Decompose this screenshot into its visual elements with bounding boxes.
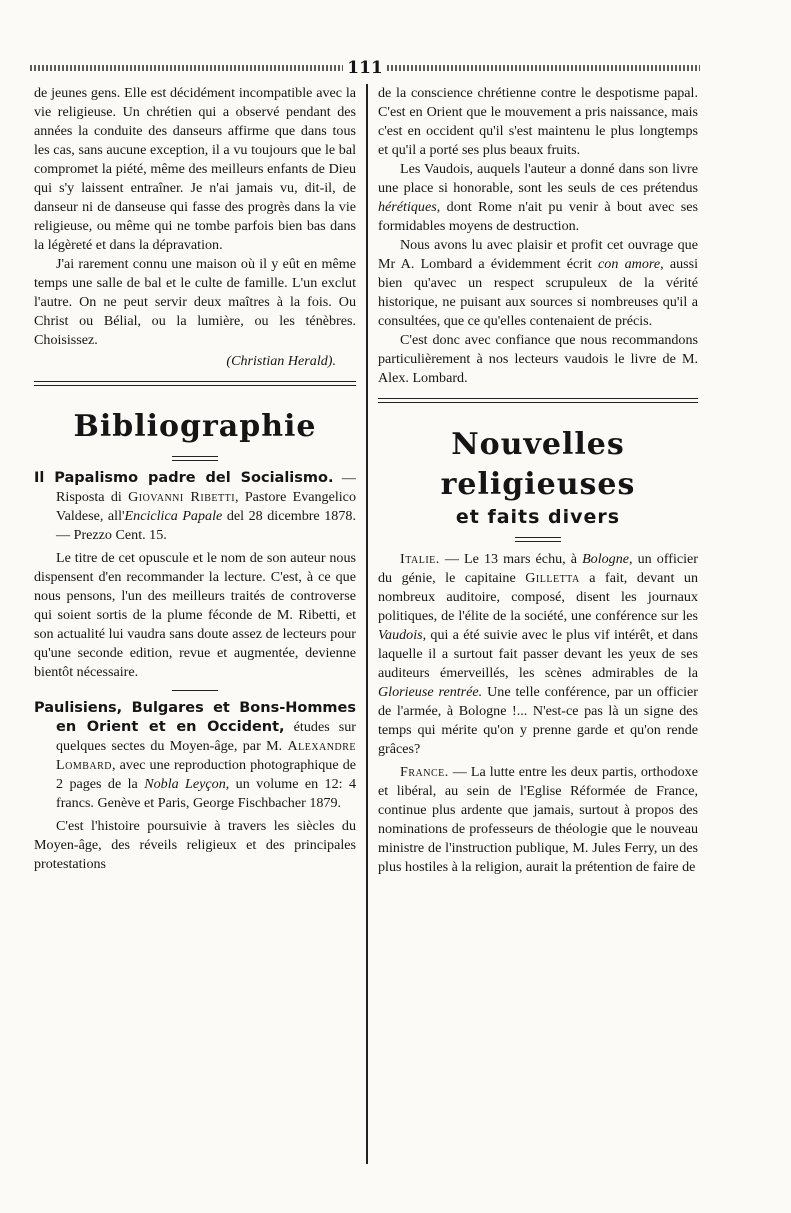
entry-title: Paulisiens, Bulgares et Bons-Hommes en Orient et en Occident, (34, 700, 356, 735)
news-country: France. (400, 764, 449, 780)
paragraph: C'est l'histoire poursuivie à travers les siècles du Moyen-âge, des réveils religieux et des principales protestations (34, 818, 356, 872)
news-item-italie: Italie. — Le 13 mars échu, à Bologne, un officier du génie, le capitaine Gilletta a fait, devant un nombreux auditoire, composé, disent les journaux politiques, de l'élite de la société, une conférence sur les Vaudois, qui a été suivie avec le plus vif intérêt, et dans laquelle il a surtout fait passer devant les yeux de ses auditeurs émerveillés, les scènes admirables de la Glorieuse rentrée. Une telle conférence, par un officier de l'armée, à Bologne !... N'est-ce pas là un signe des temps qui mérite qu'on y prenne garde et qu'on rende grâces? (378, 551, 698, 757)
entry-title: Il Papalismo padre del Socialismo. (34, 470, 334, 486)
ornament-rule-left (30, 65, 343, 71)
section-title-bibliographie: Bibliographie (73, 409, 317, 444)
entry-author: Alexandre Lombard (56, 738, 356, 773)
short-divider (172, 456, 218, 461)
right-column (378, 84, 698, 1194)
entry-work: Nobla Leyçon (144, 776, 226, 792)
paragraph: Nous avons lu avec plaisir et profit cet ouvrage que Mr A. Lombard a évidemment écrit con amore, aussi bien qu'avec un respect scrupuleux de la vérité historique, ne puisant aux sources si nombreuses qu'il a consultées, que ce qu'elles contenaient de précis. (378, 237, 698, 329)
short-divider (172, 690, 218, 691)
source-credit: (Christian Herald). (226, 353, 336, 369)
section-divider (34, 381, 356, 386)
paragraph: Les Vaudois, auquels l'auteur a donné dans son livre une place si honorable, sont les seuls de ces prétendus hérétiques, dont Rome n'ait pu venir à bout avec ses formidables moyens de destruction. (378, 161, 698, 234)
bibliography-entry: Il Papalismo padre del Socialismo. — Risposta di Giovanni Ribetti, Pastore Evangelico Valdese, all'Enciclica Papale del 28 dicembre 1878. — Prezzo Cent. 15. (34, 470, 356, 543)
paragraph: C'est donc avec confiance que nous recommandons particulièrement à nos lecteurs vaudois le livre de M. Alex. Lombard. (378, 332, 698, 386)
paragraph: de la conscience chrétienne contre le despotisme papal. C'est en Orient que le mouvement a pris naissance, mais c'est en occident qu'il s'est maintenu le plus longtemps et qu'il a porté ses plus beaux fruits. (378, 85, 698, 158)
page-number: 111 (347, 58, 383, 78)
section-divider (378, 398, 698, 403)
column-divider (366, 84, 368, 1164)
section-subtitle: et faits divers (455, 506, 621, 528)
paragraph: J'ai rarement connu une maison où il y eût en même temps une salle de bal et le culte de famille. L'un exclut l'autre. On ne peut servir deux maîtres à la fois. Ou Christ ou Bélial, ou la lumière, ou les ténèbres. Choisissez. (34, 256, 356, 348)
bibliography-entry: Paulisiens, Bulgares et Bons-Hommes en Orient et en Occident, études sur quelques sectes du Moyen-âge, par M. Alexandre Lombard, avec une reproduction photographique de 2 pages de la Nobla Leyçon, un volume en 12: 4 francs. Genève et Paris, George Fischbacher 1879. (34, 700, 356, 811)
entry-author: Giovanni Ribetti (128, 489, 236, 505)
news-country: Italie. (400, 551, 440, 567)
news-item-france: France. — La lutte entre les deux partis, orthodoxe et libéral, au sein de l'Eglise Réformée de France, continue plus ardente que jamais, surtout à propos des nominations de professeurs de théologie que le nouveau ministre de l'instruction publique, M. Jules Ferry, un des plus hostiles à la religion, aurait la prétention de faire de (378, 764, 698, 875)
paragraph: Le titre de cet opuscule et le nom de son auteur nous dispensent d'en recommander la lecture. C'est, à ce que nous pensons, l'un des meilleurs traités de controverse qui soient sortis de la plume féconde de M. Ribetti, et son actualité lui vaudra sans doute assez de lecteurs pour qu'une seconde edition, revue et augmentée, devienne bientôt nécessaire. (34, 550, 356, 680)
ornament-rule-right (387, 65, 700, 71)
paragraph: de jeunes gens. Elle est décidément incompatible avec la vie religieuse. Un chrétien qui a observé pendant des années la conduite des danseurs affirme que dans tous les cas, sans aucune exception, il a vu toujours que le bal compromet la piété, même des meilleurs enfants de Dieu qui s'y laissent entraîner. Je n'ai jamais vu, dit-il, de danseur ni de danseuse qui fasse des progrès dans la vie religieuse, ou même qui ne tombe parfois bien bas dans la légèreté et dans la dépravation. (34, 85, 356, 253)
entry-work: Enciclica Papale (124, 508, 223, 524)
left-column (34, 84, 356, 1194)
section-title-nouvelles: Nouvelles religieuses (440, 427, 636, 502)
page-header (30, 58, 700, 78)
short-divider (515, 537, 561, 542)
